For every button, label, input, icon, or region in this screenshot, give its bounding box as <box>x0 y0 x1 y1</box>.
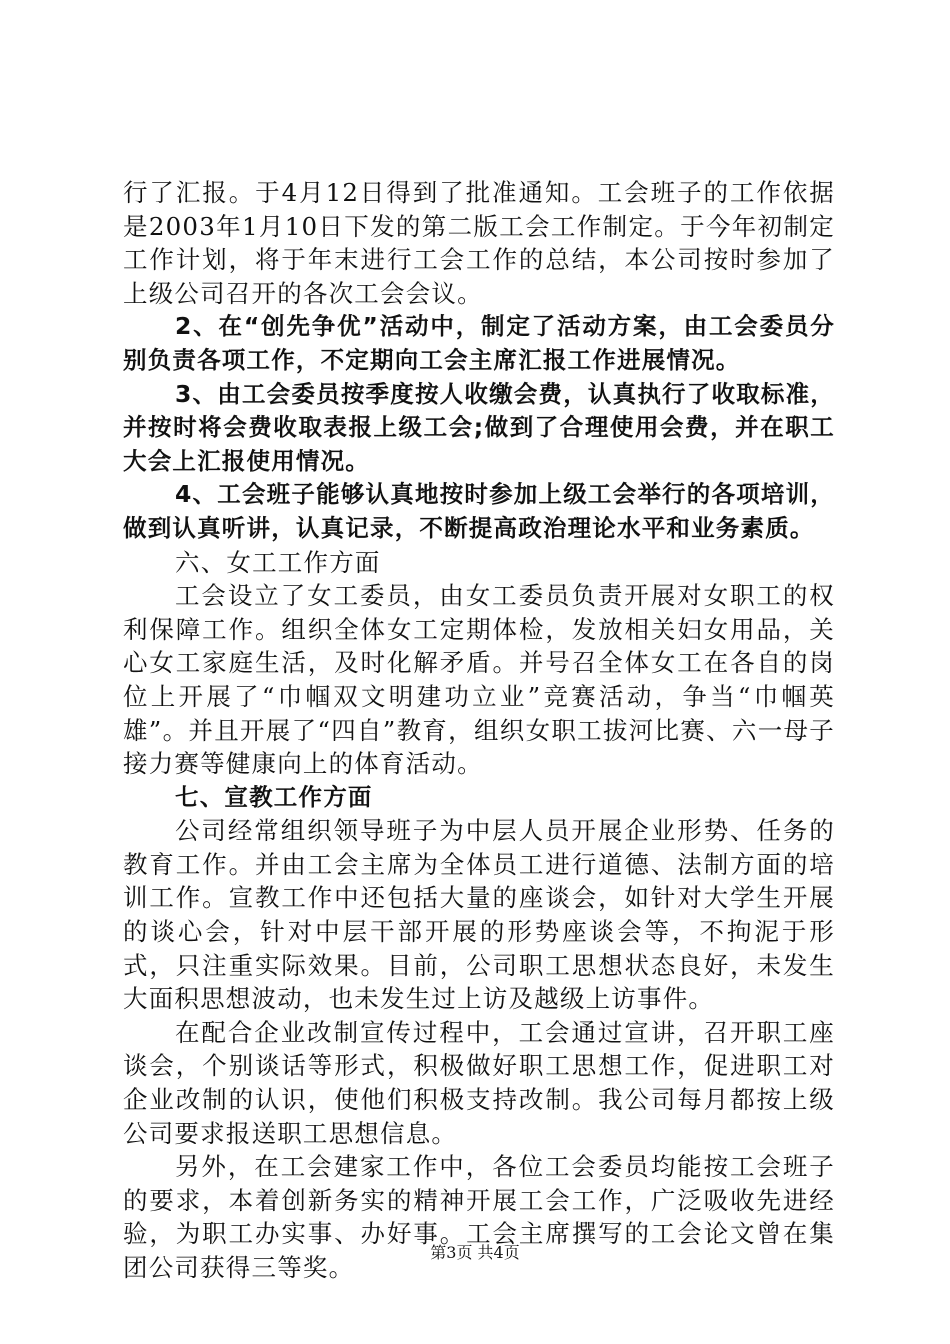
paragraph-item-2: 2、在“创先争优”活动中，制定了活动方案，由工会委员分别负责各项工作，不定期向工会主席汇报工作进展情况。 <box>123 312 835 374</box>
section-heading-education-work: 七、宣教工作方面 <box>175 782 373 811</box>
paragraph-item-4: 4、工会班子能够认真地按时参加上级工会举行的各项培训，做到认真听讲，认真记录，不断提高政治理论水平和业务素质。 <box>123 480 835 542</box>
paragraph-education-work: 公司经常组织领导班子为中层人员开展企业形势、任务的教育工作。并由工会主席为全体员工进行道德、法制方面的培训工作。宣教工作中还包括大量的座谈会，如针对大学生开展的谈心会，针对中层干部开展的形势座谈会等，不拘泥于形式，只注重实际效果。目前，公司职工思想状态良好，未发生大面积思想波动，也未发生过上访及越级上访事件。 <box>123 816 835 1014</box>
section-heading-women-work: 六、女工工作方面 <box>175 547 381 577</box>
paragraph-home-building: 另外，在工会建家工作中，各位工会委员均能按工会班子的要求，本着创新务实的精神开展工会工作，广泛吸收先进经验，为职工办实事、办好事。工会主席撰写的工会论文曾在集团公司获得三等奖。 <box>123 1152 835 1282</box>
page-number-footer: 第3页 共4页 <box>430 1243 520 1262</box>
paragraph-reform-publicity: 在配合企业改制宣传过程中，工会通过宣讲，召开职工座谈会，个别谈话等形式，积极做好职工思想工作，促进职工对企业改制的认识，使他们积极支持改制。我公司每月都按上级公司要求报送职工思想信息。 <box>123 1017 835 1148</box>
document-body <box>123 176 835 1285</box>
paragraph-reporting-continuation: 行了汇报。于4月12日得到了批准通知。工会班子的工作依据是2003年1月10日下发的第二版工会工作制定。于今年初制定工作计划，将于年末进行工会工作的总结，本公司按时参加了上级公司召开的各次工会会议。 <box>123 178 835 308</box>
paragraph-women-work: 工会设立了女工委员，由女工委员负责开展对女职工的权利保障工作。组织全体女工定期体检，发放相关妇女用品，关心女工家庭生活，及时化解矛盾。并号召全体女工在各自的岗位上开展了“巾帼双文明建功立业”竞赛活动，争当“巾帼英雄”。并且开展了“四自”教育，组织女职工拔河比赛、六一母子接力赛等健康向上的体育活动。 <box>123 581 835 779</box>
paragraph-item-3: 3、由工会委员按季度按人收缴会费，认真执行了收取标准，并按时将会费收取表报上级工会;做到了合理使用会费，并在职工大会上汇报使用情况。 <box>123 379 835 475</box>
